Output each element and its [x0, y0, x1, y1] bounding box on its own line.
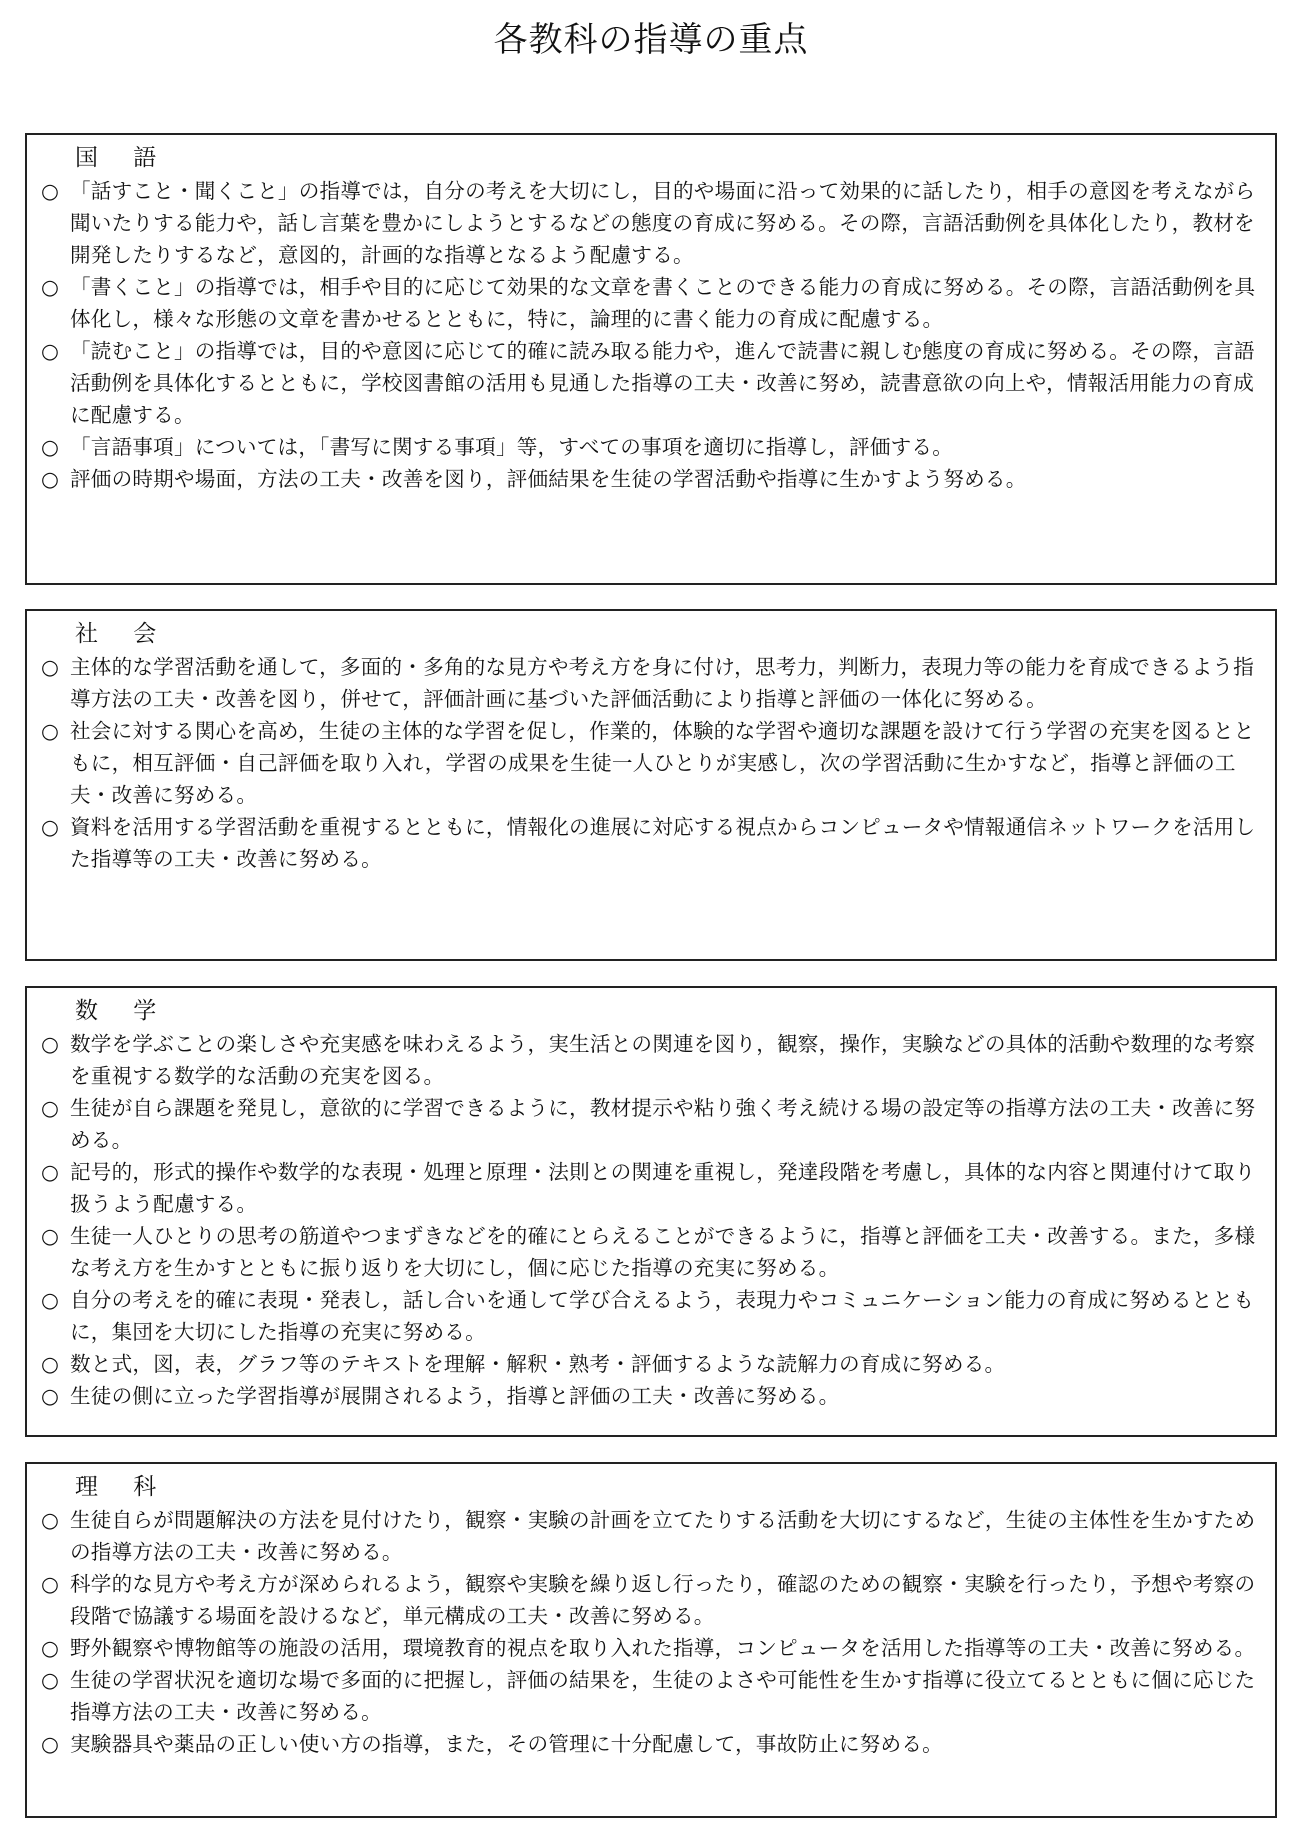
bullet-icon: ○	[41, 1636, 60, 1660]
list-item: ○ 生徒一人ひとりの思考の筋道やつまずきなどを的確にとらえることができるように，指導と評価を工夫・改善する。また，多様な考え方を生かすとともに振り返りを大切にし，個に応じた指導の充実に努める。	[41, 1220, 1261, 1284]
bullet-icon: ○	[41, 1032, 60, 1056]
section-heading: 理 科	[75, 1474, 171, 1500]
list-item: ○ 「言語事項」については，「書写に関する事項」等，すべての事項を適切に指導し，評価する。	[41, 431, 1261, 463]
bullet-icon: ○	[41, 1508, 60, 1532]
list-item: ○ 社会に対する関心を高め，生徒の主体的な学習を促し，作業的，体験的な学習や適切な課題を設けて行う学習の充実を図るとともに，相互評価・自己評価を取り入れ，学習の成果を生徒一人ひとりが実感し，次の学習活動に生かすなど，指導と評価の工夫・改善に努める。	[41, 715, 1261, 811]
bullet-icon: ○	[41, 467, 60, 491]
section-heading: 社 会	[75, 621, 171, 647]
list-item: ○ 主体的な学習活動を通して，多面的・多角的な見方や考え方を身に付け，思考力，判断力，表現力等の能力を育成できるよう指導方法の工夫・改善を図り，併せて，評価計画に基づいた評価活動により指導と評価の一体化に努める。	[41, 651, 1261, 715]
bullet-icon: ○	[41, 815, 60, 839]
bullet-icon: ○	[41, 1352, 60, 1376]
list-item: ○ 評価の時期や場面，方法の工夫・改善を図り，評価結果を生徒の学習活動や指導に生かすよう努める。	[41, 463, 1261, 495]
list-item: ○ 記号的，形式的操作や数学的な表現・処理と原理・法則との関連を重視し，発達段階を考慮し，具体的な内容と関連付けて取り扱うよう配慮する。	[41, 1156, 1261, 1220]
bullet-icon: ○	[41, 1160, 60, 1184]
list-item: ○ 生徒自らが問題解決の方法を見付けたり，観察・実験の計画を立てたりする活動を大切にするなど，生徒の主体性を生かすための指導方法の工夫・改善に努める。	[41, 1504, 1261, 1568]
bullet-icon: ○	[41, 275, 60, 299]
bullet-icon: ○	[41, 1732, 60, 1756]
bullet-icon: ○	[41, 1224, 60, 1248]
list-item: ○ 実験器具や薬品の正しい使い方の指導，また，その管理に十分配慮して，事故防止に努める。	[41, 1728, 1261, 1760]
list-item: ○ 生徒が自ら課題を発見し，意欲的に学習できるように，教材提示や粘り強く考え続ける場の設定等の指導方法の工夫・改善に努める。	[41, 1092, 1261, 1156]
section-sugaku	[25, 986, 1277, 1437]
page-title: 各教科の指導の重点	[493, 20, 809, 60]
list-item: ○ 「読むこと」の指導では，目的や意図に応じて的確に読み取る能力や，進んで読書に親しむ態度の育成に努める。その際，言語活動例を具体化するとともに，学校図書館の活用も見通した指導の工夫・改善に努め，読書意欲の向上や，情報活用能力の育成に配慮する。	[41, 335, 1261, 431]
list-item: ○ 生徒の側に立った学習指導が展開されるよう，指導と評価の工夫・改善に努める。	[41, 1380, 1261, 1412]
list-item: ○ 「話すこと・聞くこと」の指導では，自分の考えを大切にし，目的や場面に沿って効果的に話したり，相手の意図を考えながら聞いたりする能力や，話し言葉を豊かにしようとするなどの態度の育成に努める。その際，言語活動例を具体化したり，教材を開発したりするなど，意図的，計画的な指導となるよう配慮する。	[41, 175, 1261, 271]
section-rika	[25, 1462, 1277, 1818]
list-item: ○ 科学的な見方や考え方が深められるよう，観察や実験を繰り返し行ったり，確認のための観察・実験を行ったり，予想や考察の段階で協議する場面を設けるなど，単元構成の工夫・改善に努める。	[41, 1568, 1261, 1632]
bullet-icon: ○	[41, 1288, 60, 1312]
bullet-icon: ○	[41, 719, 60, 743]
bullet-icon: ○	[41, 1096, 60, 1120]
list-item: ○ 資料を活用する学習活動を重視するとともに，情報化の進展に対応する視点からコンピュータや情報通信ネットワークを活用した指導等の工夫・改善に努める。	[41, 811, 1261, 875]
bullet-icon: ○	[41, 1668, 60, 1692]
bullet-icon: ○	[41, 1384, 60, 1408]
bullet-icon: ○	[41, 339, 60, 363]
list-item: ○ 数と式，図，表，グラフ等のテキストを理解・解釈・熟考・評価するような読解力の育成に努める。	[41, 1348, 1261, 1380]
bullet-icon: ○	[41, 435, 60, 459]
section-heading: 数 学	[75, 998, 171, 1024]
list-item: ○ 野外観察や博物館等の施設の活用，環境教育的視点を取り入れた指導，コンピュータを活用した指導等の工夫・改善に努める。	[41, 1632, 1261, 1664]
bullet-icon: ○	[41, 655, 60, 679]
list-item: ○ 自分の考えを的確に表現・発表し，話し合いを通して学び合えるよう，表現力やコミュニケーション能力の育成に努めるとともに，集団を大切にした指導の充実に努める。	[41, 1284, 1261, 1348]
list-item: ○ 数学を学ぶことの楽しさや充実感を味わえるよう，実生活との関連を図り，観察，操作，実験などの具体的活動や数理的な考察を重視する数学的な活動の充実を図る。	[41, 1028, 1261, 1092]
section-kokugo	[25, 133, 1277, 585]
section-heading: 国 語	[75, 145, 171, 171]
list-item: ○ 生徒の学習状況を適切な場で多面的に把握し，評価の結果を，生徒のよさや可能性を生かす指導に役立てるとともに個に応じた指導方法の工夫・改善に努める。	[41, 1664, 1261, 1728]
bullet-icon: ○	[41, 179, 60, 203]
list-item: ○ 「書くこと」の指導では，相手や目的に応じて効果的な文章を書くことのできる能力の育成に努める。その際，言語活動例を具体化し，様々な形態の文章を書かせるとともに，特に，論理的に書く能力の育成に配慮する。	[41, 271, 1261, 335]
bullet-icon: ○	[41, 1572, 60, 1596]
section-shakai	[25, 609, 1277, 961]
